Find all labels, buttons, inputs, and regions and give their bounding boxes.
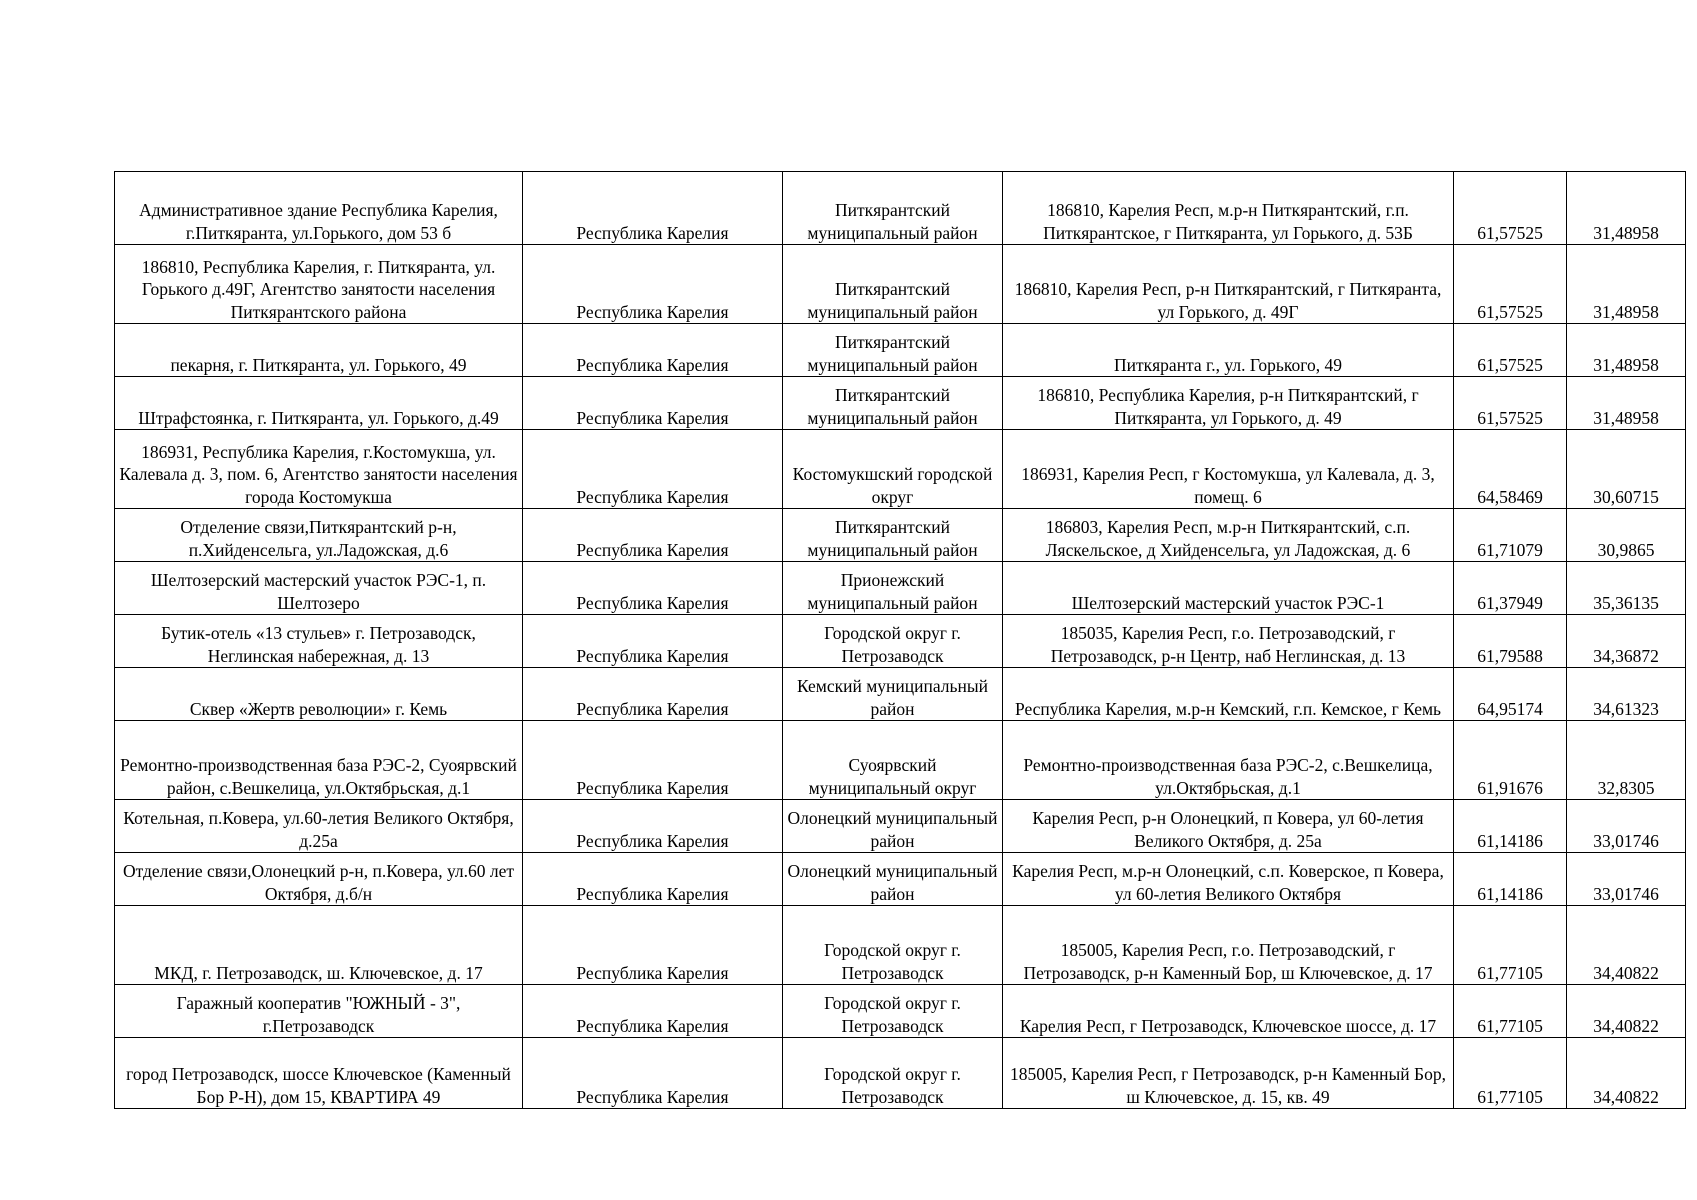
object-cell: Бутик-отель «13 стульев» г. Петрозаводск, Неглинская набережная, д. 13 (115, 615, 523, 668)
table-row (115, 615, 1686, 668)
table-row (115, 800, 1686, 853)
table-row (115, 509, 1686, 562)
object-cell: пекарня, г. Питкяранта, ул. Горького, 49 (115, 324, 523, 377)
longitude-cell: 34,36872 (1567, 615, 1686, 668)
locations-table (114, 171, 1686, 1109)
latitude-cell: 61,57525 (1454, 377, 1567, 430)
table-row (115, 853, 1686, 906)
region-cell: Республика Карелия (523, 721, 783, 800)
table-row (115, 985, 1686, 1038)
table-row (115, 1038, 1686, 1109)
district-cell: Костомукшский городской округ (783, 430, 1003, 509)
region-cell: Республика Карелия (523, 1038, 783, 1109)
longitude-cell: 34,40822 (1567, 985, 1686, 1038)
locations-table-body (115, 172, 1686, 1109)
region-cell: Республика Карелия (523, 245, 783, 324)
region-cell: Республика Карелия (523, 985, 783, 1038)
district-cell: Питкярантский муниципальный район (783, 245, 1003, 324)
latitude-cell: 61,57525 (1454, 324, 1567, 377)
latitude-cell: 61,79588 (1454, 615, 1567, 668)
object-cell: Штрафстоянка, г. Питкяранта, ул. Горького, д.49 (115, 377, 523, 430)
longitude-cell: 34,61323 (1567, 668, 1686, 721)
address-cell: 186931, Карелия Респ, г Костомукша, ул Калевала, д. 3, помещ. 6 (1003, 430, 1454, 509)
region-cell: Республика Карелия (523, 172, 783, 245)
address-cell: 186810, Карелия Респ, м.р-н Питкярантский, г.п. Питкярантское, г Питкяранта, ул Горького, д. 53Б (1003, 172, 1454, 245)
object-cell: Сквер «Жертв революции» г. Кемь (115, 668, 523, 721)
object-cell: город Петрозаводск, шоссе Ключевское (Каменный Бор Р-Н), дом 15, КВАРТИРА 49 (115, 1038, 523, 1109)
longitude-cell: 34,40822 (1567, 1038, 1686, 1109)
object-cell: МКД, г. Петрозаводск, ш. Ключевское, д. 17 (115, 906, 523, 985)
longitude-cell: 34,40822 (1567, 906, 1686, 985)
address-cell: Питкяранта г., ул. Горького, 49 (1003, 324, 1454, 377)
table-row (115, 377, 1686, 430)
object-cell: Отделение связи,Олонецкий р-н, п.Ковера, ул.60 лет Октября, д.б/н (115, 853, 523, 906)
longitude-cell: 32,8305 (1567, 721, 1686, 800)
district-cell: Прионежский муниципальный район (783, 562, 1003, 615)
object-cell: Административное здание Республика Карелия, г.Питкяранта, ул.Горького, дом 53 б (115, 172, 523, 245)
longitude-cell: 31,48958 (1567, 377, 1686, 430)
table-row (115, 430, 1686, 509)
table-row (115, 245, 1686, 324)
district-cell: Городской округ г. Петрозаводск (783, 1038, 1003, 1109)
object-cell: Шелтозерский мастерский участок РЭС-1, п. Шелтозеро (115, 562, 523, 615)
table-row (115, 172, 1686, 245)
address-cell: Шелтозерский мастерский участок РЭС-1 (1003, 562, 1454, 615)
region-cell: Республика Карелия (523, 430, 783, 509)
district-cell: Городской округ г. Петрозаводск (783, 985, 1003, 1038)
object-cell: 186810, Республика Карелия, г. Питкяранта, ул. Горького д.49Г, Агентство занятости населения Питкярантского района (115, 245, 523, 324)
longitude-cell: 30,60715 (1567, 430, 1686, 509)
region-cell: Республика Карелия (523, 324, 783, 377)
object-cell: 186931, Республика Карелия, г.Костомукша, ул. Калевала д. 3, пом. 6, Агентство занятости населения города Костомукша (115, 430, 523, 509)
region-cell: Республика Карелия (523, 668, 783, 721)
district-cell: Олонецкий муниципальный район (783, 853, 1003, 906)
address-cell: Ремонтно-производственная база РЭС-2, с.Вешкелица, ул.Октябрьская, д.1 (1003, 721, 1454, 800)
latitude-cell: 61,14186 (1454, 800, 1567, 853)
longitude-cell: 31,48958 (1567, 172, 1686, 245)
district-cell: Питкярантский муниципальный район (783, 377, 1003, 430)
district-cell: Городской округ г. Петрозаводск (783, 615, 1003, 668)
district-cell: Олонецкий муниципальный район (783, 800, 1003, 853)
table-row (115, 324, 1686, 377)
table-row (115, 562, 1686, 615)
table-row (115, 668, 1686, 721)
address-cell: Карелия Респ, м.р-н Олонецкий, с.п. Коверское, п Ковера, ул 60-летия Великого Октября (1003, 853, 1454, 906)
district-cell: Питкярантский муниципальный район (783, 324, 1003, 377)
region-cell: Республика Карелия (523, 562, 783, 615)
district-cell: Кемский муниципальный район (783, 668, 1003, 721)
address-cell: 185005, Карелия Респ, г Петрозаводск, р-н Каменный Бор, ш Ключевское, д. 15, кв. 49 (1003, 1038, 1454, 1109)
address-cell: Карелия Респ, р-н Олонецкий, п Ковера, ул 60-летия Великого Октября, д. 25а (1003, 800, 1454, 853)
region-cell: Республика Карелия (523, 377, 783, 430)
region-cell: Республика Карелия (523, 800, 783, 853)
address-cell: Карелия Респ, г Петрозаводск, Ключевское шоссе, д. 17 (1003, 985, 1454, 1038)
longitude-cell: 33,01746 (1567, 853, 1686, 906)
longitude-cell: 31,48958 (1567, 324, 1686, 377)
latitude-cell: 61,77105 (1454, 1038, 1567, 1109)
latitude-cell: 61,77105 (1454, 906, 1567, 985)
object-cell: Отделение связи,Питкярантский р-н, п.Хийденсельга, ул.Ладожская, д.6 (115, 509, 523, 562)
district-cell: Суоярвский муниципальный округ (783, 721, 1003, 800)
latitude-cell: 61,77105 (1454, 985, 1567, 1038)
object-cell: Ремонтно-производственная база РЭС-2, Суоярвский район, с.Вешкелица, ул.Октябрьская, д.1 (115, 721, 523, 800)
region-cell: Республика Карелия (523, 906, 783, 985)
district-cell: Питкярантский муниципальный район (783, 172, 1003, 245)
latitude-cell: 61,71079 (1454, 509, 1567, 562)
latitude-cell: 61,57525 (1454, 245, 1567, 324)
latitude-cell: 61,14186 (1454, 853, 1567, 906)
region-cell: Республика Карелия (523, 615, 783, 668)
address-cell: 185035, Карелия Респ, г.о. Петрозаводский, г Петрозаводск, р-н Центр, наб Неглинская, д. 13 (1003, 615, 1454, 668)
longitude-cell: 30,9865 (1567, 509, 1686, 562)
address-cell: Республика Карелия, м.р-н Кемский, г.п. Кемское, г Кемь (1003, 668, 1454, 721)
address-cell: 186810, Карелия Респ, р-н Питкярантский, г Питкяранта, ул Горького, д. 49Г (1003, 245, 1454, 324)
district-cell: Питкярантский муниципальный район (783, 509, 1003, 562)
latitude-cell: 61,57525 (1454, 172, 1567, 245)
table-row (115, 906, 1686, 985)
region-cell: Республика Карелия (523, 853, 783, 906)
object-cell: Котельная, п.Ковера, ул.60-летия Великого Октября, д.25а (115, 800, 523, 853)
longitude-cell: 31,48958 (1567, 245, 1686, 324)
longitude-cell: 33,01746 (1567, 800, 1686, 853)
latitude-cell: 64,58469 (1454, 430, 1567, 509)
longitude-cell: 35,36135 (1567, 562, 1686, 615)
address-cell: 186810, Республика Карелия, р-н Питкярантский, г Питкяранта, ул Горького, д. 49 (1003, 377, 1454, 430)
address-cell: 185005, Карелия Респ, г.о. Петрозаводский, г Петрозаводск, р-н Каменный Бор, ш Ключевское, д. 17 (1003, 906, 1454, 985)
district-cell: Городской округ г. Петрозаводск (783, 906, 1003, 985)
region-cell: Республика Карелия (523, 509, 783, 562)
latitude-cell: 61,37949 (1454, 562, 1567, 615)
latitude-cell: 61,91676 (1454, 721, 1567, 800)
address-cell: 186803, Карелия Респ, м.р-н Питкярантский, с.п. Ляскельское, д Хийденсельга, ул Ладожская, д. 6 (1003, 509, 1454, 562)
table-row (115, 721, 1686, 800)
latitude-cell: 64,95174 (1454, 668, 1567, 721)
object-cell: Гаражный кооператив "ЮЖНЫЙ - 3", г.Петрозаводск (115, 985, 523, 1038)
